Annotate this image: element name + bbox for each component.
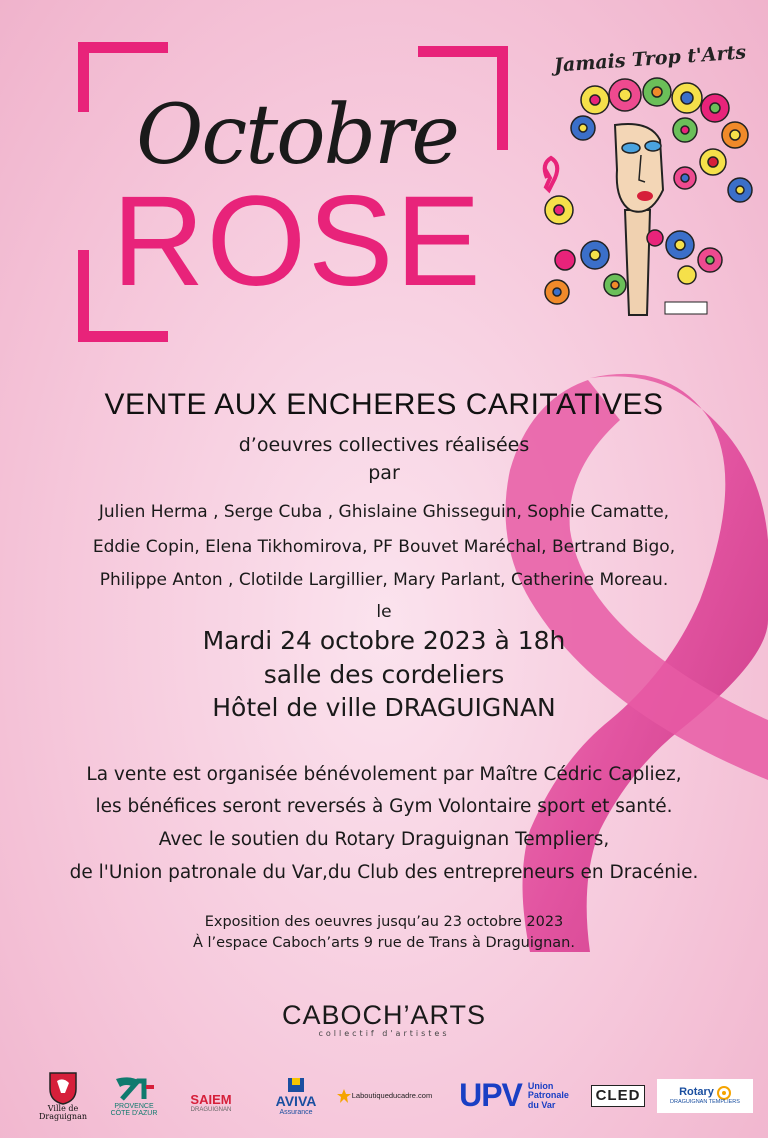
draguignan-crest-icon — [48, 1071, 78, 1105]
auction-headline: VENTE AUX ENCHERES CARITATIVES — [104, 388, 664, 421]
auction-subhead: d’oeuvres collectives réalisées — [238, 434, 530, 456]
flower-figure-illustration — [535, 70, 760, 320]
rotary-wheel-icon — [717, 1086, 731, 1100]
upv-text-2: Patronale — [527, 1090, 569, 1101]
organizer-name: CABOCH’ARTS — [281, 1000, 487, 1030]
info-line: les bénéfices seront reversés à Gym Volontaire sport et santé. — [95, 796, 673, 817]
exhibition-line: À l’espace Caboch’arts 9 rue de Trans à Draguignan. — [193, 935, 575, 951]
small-ribbon-icon — [545, 158, 558, 190]
event-date: Mardi 24 octobre 2023 à 18h — [202, 626, 566, 655]
sponsor-draguignan-label: Ville de Draguignan — [38, 1103, 88, 1121]
artist-signature: Jamais Trop t'Arts — [553, 41, 747, 77]
boutique-star-icon — [336, 1088, 352, 1104]
sponsor-credit-agricole — [104, 1068, 164, 1124]
on-label: le — [376, 602, 392, 622]
rotary-sub: DRAGUIGNAN TEMPLIERS — [670, 1099, 740, 1106]
saiem-label: SAIEM — [190, 1092, 232, 1108]
upv-text-1: Union — [527, 1080, 554, 1091]
credit-agricole-line1: PROVENCE — [114, 1102, 154, 1110]
upv-text-3: du Var — [527, 1099, 556, 1110]
frame-top-right-horizontal — [418, 46, 508, 57]
sponsor-saiem — [178, 1068, 244, 1124]
frame-bottom-left-horizontal — [78, 331, 168, 342]
sponsor-aviva — [266, 1068, 326, 1124]
organizer-tagline: collectif d'artistes — [318, 1029, 450, 1038]
info-line: de l'Union patronale du Var,du Club des entrepreneurs en Dracénie. — [69, 862, 699, 883]
sponsor-rotary — [656, 1068, 754, 1124]
cled-label: CLED — [595, 1087, 641, 1105]
title-rose: ROSE — [112, 170, 483, 313]
artists-line: Julien Herma , Serge Cuba , Ghislaine Ghisseguin, Sophie Camatte, — [98, 502, 670, 522]
boutique-label: Laboutiqueducadre.com — [351, 1091, 433, 1101]
sponsor-boutique-du-cadre — [332, 1068, 436, 1124]
info-line: Avec le soutien du Rotary Draguignan Templiers, — [158, 829, 610, 850]
artists-line: Eddie Copin, Elena Tikhomirova, PF Bouvet Maréchal, Bertrand Bigo, — [92, 537, 676, 557]
saiem-sub: DRAGUIGNAN — [190, 1106, 232, 1113]
exhibition-line: Exposition des oeuvres jusqu’au 23 octobre 2023 — [204, 914, 564, 930]
upv-label: UPV — [459, 1077, 522, 1114]
artists-line: Philippe Anton , Clotilde Largillier, Mary Parlant, Catherine Moreau. — [99, 570, 669, 590]
aviva-sub: Assurance — [279, 1108, 313, 1116]
frame-top-right-vertical — [497, 46, 508, 150]
credit-agricole-line2: CÔTE D'AZUR — [110, 1110, 158, 1117]
title-octobre: Octobre — [136, 88, 458, 183]
frame-top-left-vertical — [78, 42, 89, 112]
aviva-label: AVIVA — [275, 1092, 317, 1109]
info-line: La vente est organisée bénévolement par Maître Cédric Capliez, — [86, 764, 682, 785]
by-label: par — [368, 462, 400, 484]
frame-top-left-horizontal — [78, 42, 168, 53]
credit-agricole-logo-icon — [110, 1075, 158, 1103]
frame-bottom-left-vertical — [78, 250, 89, 342]
sponsor-upv — [444, 1068, 584, 1124]
sponsor-draguignan — [30, 1068, 96, 1124]
event-city: Hôtel de ville DRAGUIGNAN — [212, 693, 556, 722]
rotary-label: Rotary — [679, 1086, 714, 1099]
cabocharts-logo — [0, 1000, 768, 1038]
sponsor-cled — [590, 1068, 646, 1124]
event-venue: salle des cordeliers — [263, 660, 505, 689]
aviva-logo-icon — [286, 1076, 306, 1094]
